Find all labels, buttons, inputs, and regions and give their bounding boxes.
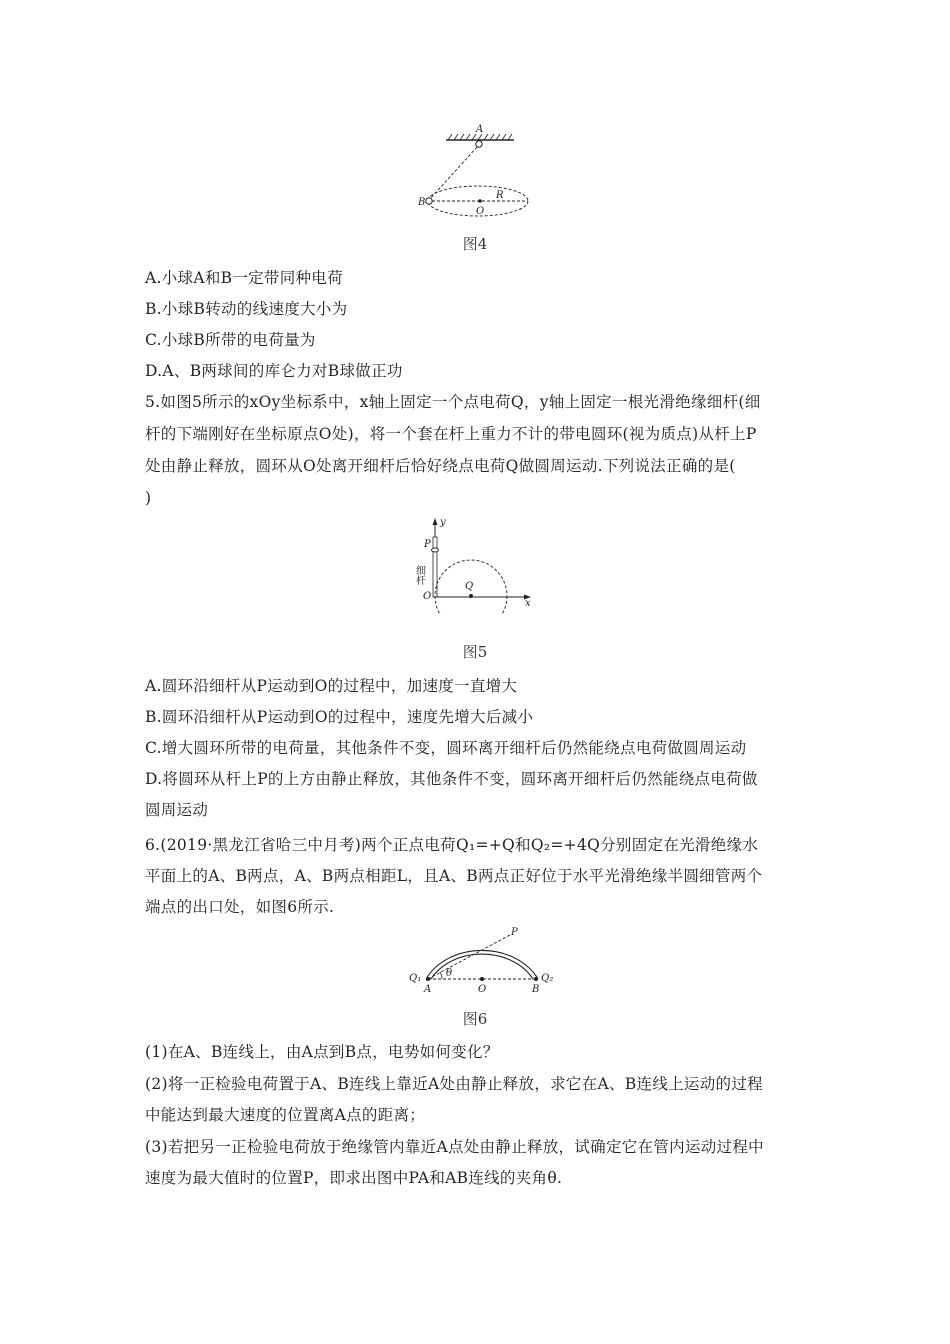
fig6-label-b: B xyxy=(532,984,540,995)
figure-4-diagram xyxy=(410,118,540,218)
q6-stem-line-3: 端点的出口处，如图6所示. xyxy=(145,898,335,916)
q5-option-d: D.将圆环从杆上P的上方由静止释放，其他条件不变，圆环离开细杆后仍然能绕点电荷做 xyxy=(145,770,758,788)
q4-option-a: A.小球A和B一定带同种电荷 xyxy=(145,269,343,287)
q6-stem-line-1: 6.(2019·黑龙江省哈三中月考)两个正点电荷Q₁=+Q和Q₂=+4Q分别固定在光滑绝缘水 xyxy=(145,836,759,854)
q6-part-2: (2)将一正检验电荷置于A、B连线上靠近A处由静止释放，求它在A、B连线上运动的过程 xyxy=(145,1075,763,1093)
q4-option-d: D.A、B两球间的库仑力对B球做正功 xyxy=(145,362,403,380)
fig6-label-p: P xyxy=(511,927,518,938)
fig4-label-b: B xyxy=(418,197,426,208)
q6-part-1: (1)在A、B连线上，由A点到B点，电势如何变化？ xyxy=(145,1043,499,1061)
figure-5-diagram xyxy=(413,515,543,615)
fig5-label-o: O xyxy=(423,591,432,602)
q5-option-a: A.圆环沿细杆从P运动到O的过程中，加速度一直增大 xyxy=(145,677,518,695)
q5-option-b: B.圆环沿细杆从P运动到O的过程中，速度先增大后减小 xyxy=(145,708,534,726)
q6-part-3: (3)若把另一正检验电荷放于绝缘管内靠近A点处由静止释放，试确定它在管内运动过程中 xyxy=(145,1138,764,1156)
q5-option-d-cont: 圆周运动 xyxy=(145,801,209,819)
fig5-label-q: Q xyxy=(465,581,474,592)
q4-option-b: B.小球B转动的线速度大小为 xyxy=(145,300,348,318)
fig5-label-y: y xyxy=(440,517,446,528)
figure-6-diagram xyxy=(405,923,555,995)
q5-stem-line-2: 杆的下端刚好在坐标原点O处)，将一个套在杆上重力不计的带电圆环(视为质点)从杆上P xyxy=(145,425,757,443)
q5-stem-line-3: 处由静止释放，圆环从O处离开细杆后恰好绕点电荷Q做圆周运动.下列说法正确的是( xyxy=(145,457,736,475)
fig6-label-q1: Q₁ xyxy=(409,973,422,984)
fig5-label-x: x xyxy=(525,598,531,609)
figure-4-caption: 图4 xyxy=(462,235,488,253)
fig6-label-o: O xyxy=(478,984,487,995)
q5-stem-line-4: ) xyxy=(145,489,152,507)
figure-6-caption: 图6 xyxy=(462,1010,488,1028)
fig5-label-rod: 细杆 xyxy=(413,565,425,585)
q5-stem-line-1: 5.如图5所示的xOy坐标系中，x轴上固定一个点电荷Q，y轴上固定一根光滑绝缘细杆(细 xyxy=(145,393,761,411)
fig4-label-o: O xyxy=(476,206,485,217)
q6-stem-line-2: 平面上的A、B两点，A、B两点相距L，且A、B两点正好位于水平光滑绝缘半圆细管两个 xyxy=(145,867,763,885)
q5-option-c: C.增大圆环所带的电荷量，其他条件不变，圆环离开细杆后仍然能绕点电荷做圆周运动 xyxy=(145,739,747,757)
fig4-label-a: A xyxy=(476,124,484,135)
q4-option-c: C.小球B所带的电荷量为 xyxy=(145,331,316,349)
fig5-label-p: P xyxy=(424,539,431,550)
q6-part-3-cont: 速度为最大值时的位置P，即求出图中PA和AB连线的夹角θ. xyxy=(145,1169,563,1187)
fig4-label-r: R xyxy=(496,190,504,201)
q6-part-2-cont: 中能达到最大速度的位置离A点的距离； xyxy=(145,1106,426,1124)
figure-5-caption: 图5 xyxy=(462,643,488,661)
fig6-label-theta: θ xyxy=(446,968,453,979)
fig6-label-q2: Q₂ xyxy=(541,973,554,984)
fig6-label-a: A xyxy=(424,984,432,995)
